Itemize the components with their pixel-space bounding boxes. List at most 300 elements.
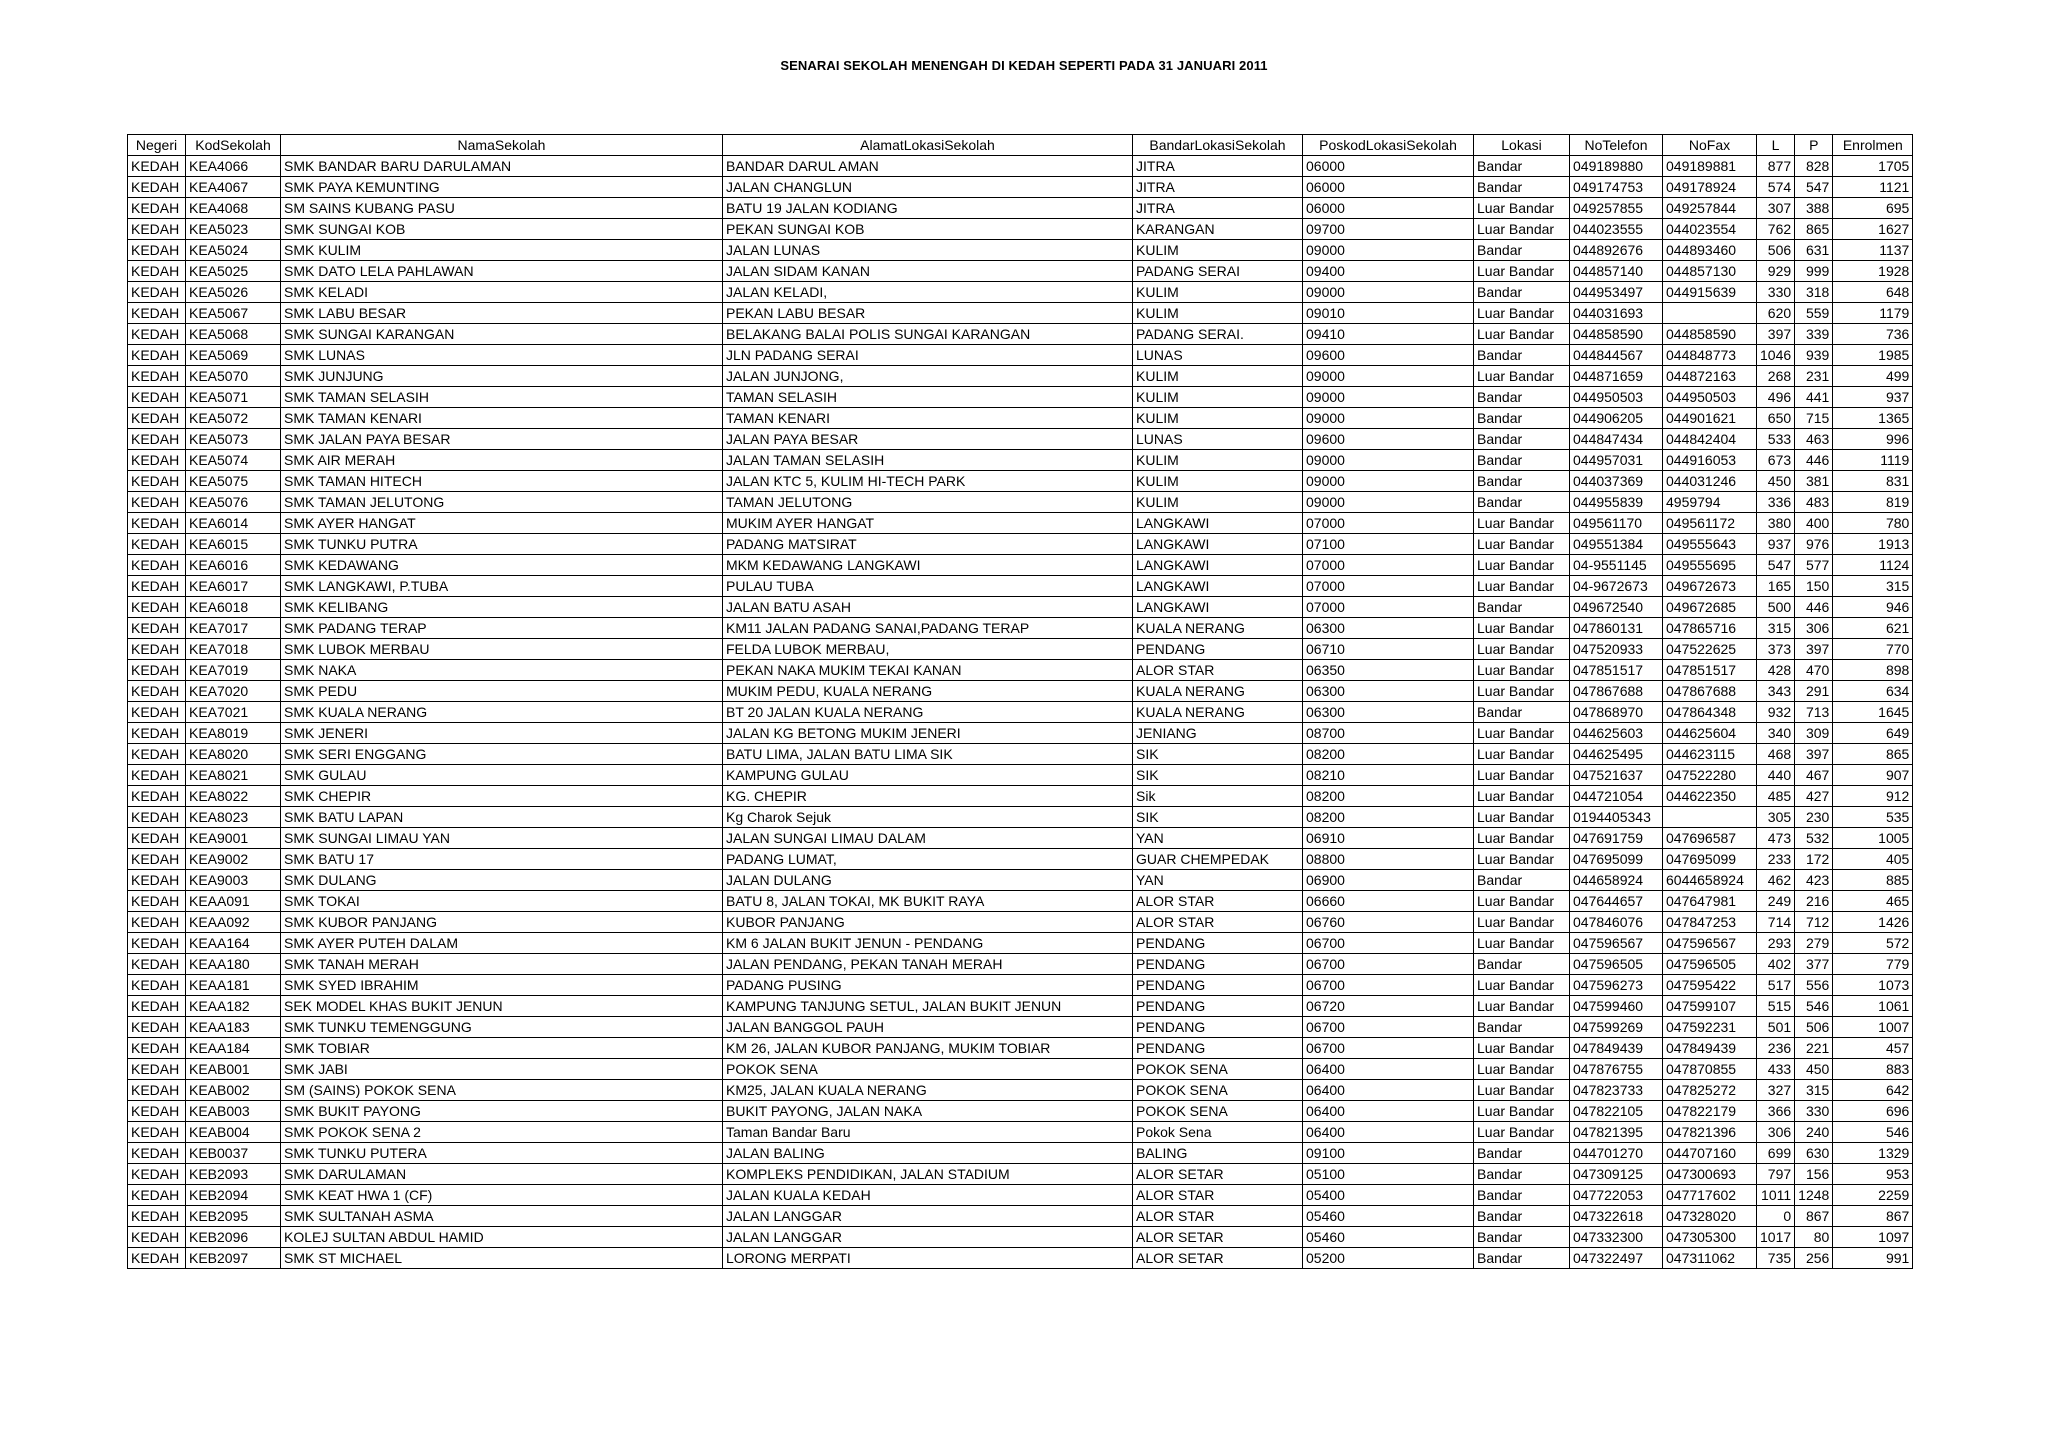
cell-poskod: 09000	[1303, 450, 1474, 471]
cell-namasekolah: SMK GULAU	[281, 765, 723, 786]
table-row	[128, 471, 1913, 492]
cell-negeri: KEDAH	[128, 765, 186, 786]
cell-alamat: JALAN BALING	[723, 1143, 1133, 1164]
cell-nofax: 047311062	[1663, 1248, 1757, 1269]
cell-l: 762	[1757, 219, 1795, 240]
cell-lokasi: Luar Bandar	[1474, 744, 1570, 765]
cell-notelefon: 044844567	[1570, 345, 1663, 366]
cell-namasekolah: SMK AYER PUTEH DALAM	[281, 933, 723, 954]
cell-negeri: KEDAH	[128, 1122, 186, 1143]
cell-poskod: 09410	[1303, 324, 1474, 345]
cell-bandar: ALOR SETAR	[1133, 1248, 1303, 1269]
cell-kodsekolah: KEA5023	[186, 219, 281, 240]
cell-nofax: 044031246	[1663, 471, 1757, 492]
cell-l: 343	[1757, 681, 1795, 702]
cell-kodsekolah: KEB0037	[186, 1143, 281, 1164]
cell-namasekolah: KOLEJ SULTAN ABDUL HAMID	[281, 1227, 723, 1248]
cell-notelefon: 047851517	[1570, 660, 1663, 681]
cell-l: 797	[1757, 1164, 1795, 1185]
cell-kodsekolah: KEA4066	[186, 156, 281, 177]
cell-namasekolah: SMK LANGKAWI, P.TUBA	[281, 576, 723, 597]
cell-poskod: 06760	[1303, 912, 1474, 933]
cell-kodsekolah: KEA5026	[186, 282, 281, 303]
cell-negeri: KEDAH	[128, 282, 186, 303]
cell-kodsekolah: KEB2095	[186, 1206, 281, 1227]
cell-negeri: KEDAH	[128, 618, 186, 639]
cell-nofax: 047522280	[1663, 765, 1757, 786]
cell-bandar: KULIM	[1133, 282, 1303, 303]
cell-bandar: SIK	[1133, 765, 1303, 786]
cell-bandar: JITRA	[1133, 156, 1303, 177]
school-table	[127, 134, 1913, 1269]
cell-poskod: 05400	[1303, 1185, 1474, 1206]
cell-nofax: 049257844	[1663, 198, 1757, 219]
cell-negeri: KEDAH	[128, 786, 186, 807]
cell-notelefon: 047846076	[1570, 912, 1663, 933]
cell-p: 309	[1795, 723, 1833, 744]
cell-alamat: FELDA LUBOK MERBAU,	[723, 639, 1133, 660]
table-row	[128, 1248, 1913, 1269]
cell-bandar: SIK	[1133, 807, 1303, 828]
cell-poskod: 06000	[1303, 156, 1474, 177]
cell-namasekolah: SM SAINS KUBANG PASU	[281, 198, 723, 219]
cell-namasekolah: SMK TOKAI	[281, 891, 723, 912]
cell-namasekolah: SMK BANDAR BARU DARULAMAN	[281, 156, 723, 177]
cell-lokasi: Bandar	[1474, 471, 1570, 492]
cell-p: 713	[1795, 702, 1833, 723]
cell-l: 650	[1757, 408, 1795, 429]
cell-namasekolah: SMK TAMAN JELUTONG	[281, 492, 723, 513]
cell-poskod: 07100	[1303, 534, 1474, 555]
cell-poskod: 09000	[1303, 471, 1474, 492]
cell-enrolmen: 991	[1833, 1248, 1913, 1269]
cell-bandar: Pokok Sena	[1133, 1122, 1303, 1143]
cell-nofax: 044848773	[1663, 345, 1757, 366]
cell-notelefon: 044701270	[1570, 1143, 1663, 1164]
header-poskod: PoskodLokasiSekolah	[1303, 135, 1474, 156]
cell-nofax: 047865716	[1663, 618, 1757, 639]
cell-bandar: Sik	[1133, 786, 1303, 807]
cell-p: 279	[1795, 933, 1833, 954]
cell-negeri: KEDAH	[128, 513, 186, 534]
cell-negeri: KEDAH	[128, 912, 186, 933]
cell-p: 339	[1795, 324, 1833, 345]
cell-nofax: 047867688	[1663, 681, 1757, 702]
cell-poskod: 06910	[1303, 828, 1474, 849]
cell-lokasi: Bandar	[1474, 429, 1570, 450]
cell-alamat: JALAN TAMAN SELASIH	[723, 450, 1133, 471]
cell-alamat: PADANG MATSIRAT	[723, 534, 1133, 555]
cell-enrolmen: 898	[1833, 660, 1913, 681]
cell-poskod: 08200	[1303, 807, 1474, 828]
cell-p: 221	[1795, 1038, 1833, 1059]
cell-p: 216	[1795, 891, 1833, 912]
cell-bandar: YAN	[1133, 828, 1303, 849]
cell-poskod: 05460	[1303, 1227, 1474, 1248]
cell-namasekolah: SMK JENERI	[281, 723, 723, 744]
table-row	[128, 345, 1913, 366]
cell-lokasi: Luar Bandar	[1474, 639, 1570, 660]
cell-notelefon: 049257855	[1570, 198, 1663, 219]
cell-negeri: KEDAH	[128, 345, 186, 366]
cell-enrolmen: 465	[1833, 891, 1913, 912]
cell-nofax: 044950503	[1663, 387, 1757, 408]
cell-alamat: BATU 8, JALAN TOKAI, MK BUKIT RAYA	[723, 891, 1133, 912]
cell-lokasi: Bandar	[1474, 1227, 1570, 1248]
cell-p: 150	[1795, 576, 1833, 597]
cell-namasekolah: SMK BATU LAPAN	[281, 807, 723, 828]
table-row	[128, 1164, 1913, 1185]
cell-enrolmen: 642	[1833, 1080, 1913, 1101]
cell-l: 397	[1757, 324, 1795, 345]
table-row	[128, 366, 1913, 387]
table-row	[128, 807, 1913, 828]
cell-nofax: 049555695	[1663, 555, 1757, 576]
header-notelefon: NoTelefon	[1570, 135, 1663, 156]
cell-notelefon: 04-9672673	[1570, 576, 1663, 597]
cell-nofax: 047595422	[1663, 975, 1757, 996]
cell-kodsekolah: KEA9002	[186, 849, 281, 870]
cell-p: 976	[1795, 534, 1833, 555]
cell-nofax: 047647981	[1663, 891, 1757, 912]
cell-namasekolah: SEK MODEL KHAS BUKIT JENUN	[281, 996, 723, 1017]
cell-poskod: 09700	[1303, 219, 1474, 240]
cell-p: 867	[1795, 1206, 1833, 1227]
cell-lokasi: Luar Bandar	[1474, 198, 1570, 219]
cell-l: 380	[1757, 513, 1795, 534]
table-row	[128, 261, 1913, 282]
cell-enrolmen: 572	[1833, 933, 1913, 954]
cell-negeri: KEDAH	[128, 471, 186, 492]
cell-lokasi: Luar Bandar	[1474, 1080, 1570, 1101]
cell-nofax	[1663, 303, 1757, 324]
cell-poskod: 06400	[1303, 1101, 1474, 1122]
cell-enrolmen: 499	[1833, 366, 1913, 387]
cell-l: 305	[1757, 807, 1795, 828]
cell-enrolmen: 546	[1833, 1122, 1913, 1143]
cell-nofax: 4959794	[1663, 492, 1757, 513]
cell-kodsekolah: KEAA184	[186, 1038, 281, 1059]
cell-negeri: KEDAH	[128, 1101, 186, 1122]
cell-kodsekolah: KEA7018	[186, 639, 281, 660]
cell-bandar: ALOR STAR	[1133, 1206, 1303, 1227]
cell-kodsekolah: KEA7019	[186, 660, 281, 681]
cell-bandar: POKOK SENA	[1133, 1080, 1303, 1101]
cell-negeri: KEDAH	[128, 1164, 186, 1185]
cell-namasekolah: SMK POKOK SENA 2	[281, 1122, 723, 1143]
cell-namasekolah: SMK PEDU	[281, 681, 723, 702]
header-lokasi: Lokasi	[1474, 135, 1570, 156]
cell-negeri: KEDAH	[128, 555, 186, 576]
cell-negeri: KEDAH	[128, 387, 186, 408]
cell-l: 402	[1757, 954, 1795, 975]
cell-notelefon: 047821395	[1570, 1122, 1663, 1143]
cell-nofax: 044707160	[1663, 1143, 1757, 1164]
cell-nofax: 047599107	[1663, 996, 1757, 1017]
table-row	[128, 702, 1913, 723]
cell-poskod: 06300	[1303, 618, 1474, 639]
table-row	[128, 891, 1913, 912]
cell-notelefon: 049672540	[1570, 597, 1663, 618]
cell-p: 446	[1795, 450, 1833, 471]
table-row	[128, 408, 1913, 429]
cell-lokasi: Bandar	[1474, 156, 1570, 177]
cell-bandar: PADANG SERAI.	[1133, 324, 1303, 345]
cell-poskod: 09600	[1303, 429, 1474, 450]
cell-namasekolah: SMK TUNKU TEMENGGUNG	[281, 1017, 723, 1038]
header-alamat: AlamatLokasiSekolah	[723, 135, 1133, 156]
cell-kodsekolah: KEB2093	[186, 1164, 281, 1185]
cell-lokasi: Luar Bandar	[1474, 1059, 1570, 1080]
cell-negeri: KEDAH	[128, 1227, 186, 1248]
cell-l: 315	[1757, 618, 1795, 639]
cell-nofax: 044915639	[1663, 282, 1757, 303]
cell-alamat: Taman Bandar Baru	[723, 1122, 1133, 1143]
table-row	[128, 198, 1913, 219]
cell-alamat: TAMAN KENARI	[723, 408, 1133, 429]
cell-lokasi: Luar Bandar	[1474, 786, 1570, 807]
cell-poskod: 05100	[1303, 1164, 1474, 1185]
cell-p: 828	[1795, 156, 1833, 177]
cell-notelefon: 044625495	[1570, 744, 1663, 765]
cell-kodsekolah: KEA6014	[186, 513, 281, 534]
cell-notelefon: 047868970	[1570, 702, 1663, 723]
cell-alamat: JALAN SIDAM KANAN	[723, 261, 1133, 282]
cell-kodsekolah: KEA8021	[186, 765, 281, 786]
cell-negeri: KEDAH	[128, 492, 186, 513]
cell-negeri: KEDAH	[128, 1206, 186, 1227]
cell-alamat: JLN PADANG SERAI	[723, 345, 1133, 366]
cell-notelefon: 047860131	[1570, 618, 1663, 639]
cell-p: 546	[1795, 996, 1833, 1017]
cell-p: 330	[1795, 1101, 1833, 1122]
cell-p: 865	[1795, 219, 1833, 240]
cell-enrolmen: 865	[1833, 744, 1913, 765]
cell-alamat: PEKAN NAKA MUKIM TEKAI KANAN	[723, 660, 1133, 681]
cell-kodsekolah: KEA8023	[186, 807, 281, 828]
cell-enrolmen: 649	[1833, 723, 1913, 744]
cell-enrolmen: 831	[1833, 471, 1913, 492]
cell-notelefon: 047332300	[1570, 1227, 1663, 1248]
cell-namasekolah: SMK SERI ENGGANG	[281, 744, 723, 765]
cell-alamat: JALAN BANGGOL PAUH	[723, 1017, 1133, 1038]
cell-kodsekolah: KEA9001	[186, 828, 281, 849]
cell-bandar: PENDANG	[1133, 639, 1303, 660]
cell-kodsekolah: KEA5024	[186, 240, 281, 261]
cell-bandar: POKOK SENA	[1133, 1101, 1303, 1122]
cell-poskod: 08200	[1303, 744, 1474, 765]
cell-poskod: 09000	[1303, 492, 1474, 513]
cell-notelefon: 047876755	[1570, 1059, 1663, 1080]
cell-namasekolah: SMK SYED IBRAHIM	[281, 975, 723, 996]
cell-negeri: KEDAH	[128, 891, 186, 912]
cell-negeri: KEDAH	[128, 660, 186, 681]
cell-namasekolah: SMK LUNAS	[281, 345, 723, 366]
cell-enrolmen: 1329	[1833, 1143, 1913, 1164]
cell-enrolmen: 648	[1833, 282, 1913, 303]
header-bandar: BandarLokasiSekolah	[1133, 135, 1303, 156]
cell-p: 939	[1795, 345, 1833, 366]
cell-poskod: 05200	[1303, 1248, 1474, 1269]
cell-notelefon: 04-9551145	[1570, 555, 1663, 576]
cell-poskod: 06700	[1303, 1038, 1474, 1059]
cell-poskod: 06700	[1303, 933, 1474, 954]
cell-kodsekolah: KEA9003	[186, 870, 281, 891]
cell-p: 556	[1795, 975, 1833, 996]
cell-p: 381	[1795, 471, 1833, 492]
cell-nofax: 044872163	[1663, 366, 1757, 387]
cell-bandar: GUAR CHEMPEDAK	[1133, 849, 1303, 870]
cell-nofax: 047522625	[1663, 639, 1757, 660]
cell-nofax: 047849439	[1663, 1038, 1757, 1059]
cell-poskod: 06300	[1303, 681, 1474, 702]
cell-lokasi: Luar Bandar	[1474, 765, 1570, 786]
cell-nofax: 047696587	[1663, 828, 1757, 849]
cell-enrolmen: 405	[1833, 849, 1913, 870]
cell-l: 714	[1757, 912, 1795, 933]
cell-l: 373	[1757, 639, 1795, 660]
cell-nofax: 047328020	[1663, 1206, 1757, 1227]
cell-l: 233	[1757, 849, 1795, 870]
cell-kodsekolah: KEA7020	[186, 681, 281, 702]
cell-bandar: PENDANG	[1133, 975, 1303, 996]
cell-alamat: MUKIM PEDU, KUALA NERANG	[723, 681, 1133, 702]
cell-lokasi: Luar Bandar	[1474, 219, 1570, 240]
table-row	[128, 303, 1913, 324]
cell-alamat: KUBOR PANJANG	[723, 912, 1133, 933]
cell-bandar: LANGKAWI	[1133, 597, 1303, 618]
cell-lokasi: Bandar	[1474, 597, 1570, 618]
cell-enrolmen: 770	[1833, 639, 1913, 660]
cell-namasekolah: SMK CHEPIR	[281, 786, 723, 807]
cell-alamat: KM 6 JALAN BUKIT JENUN - PENDANG	[723, 933, 1133, 954]
cell-poskod: 09000	[1303, 408, 1474, 429]
cell-lokasi: Luar Bandar	[1474, 849, 1570, 870]
cell-enrolmen: 2259	[1833, 1185, 1913, 1206]
cell-lokasi: Luar Bandar	[1474, 975, 1570, 996]
cell-poskod: 08800	[1303, 849, 1474, 870]
cell-p: 318	[1795, 282, 1833, 303]
table-row	[128, 1017, 1913, 1038]
cell-notelefon: 0194405343	[1570, 807, 1663, 828]
cell-poskod: 06900	[1303, 870, 1474, 891]
cell-poskod: 06720	[1303, 996, 1474, 1017]
cell-lokasi: Luar Bandar	[1474, 261, 1570, 282]
cell-l: 366	[1757, 1101, 1795, 1122]
cell-kodsekolah: KEA4068	[186, 198, 281, 219]
cell-nofax: 049561172	[1663, 513, 1757, 534]
cell-nofax: 047695099	[1663, 849, 1757, 870]
table-row	[128, 933, 1913, 954]
cell-negeri: KEDAH	[128, 1080, 186, 1101]
cell-lokasi: Luar Bandar	[1474, 513, 1570, 534]
cell-lokasi: Bandar	[1474, 1164, 1570, 1185]
cell-negeri: KEDAH	[128, 261, 186, 282]
cell-p: 547	[1795, 177, 1833, 198]
cell-notelefon: 047596567	[1570, 933, 1663, 954]
cell-enrolmen: 907	[1833, 765, 1913, 786]
cell-alamat: KM11 JALAN PADANG SANAI,PADANG TERAP	[723, 618, 1133, 639]
cell-enrolmen: 1426	[1833, 912, 1913, 933]
cell-namasekolah: SMK TAMAN SELASIH	[281, 387, 723, 408]
cell-notelefon: 047849439	[1570, 1038, 1663, 1059]
table-row	[128, 450, 1913, 471]
cell-notelefon: 047596273	[1570, 975, 1663, 996]
cell-negeri: KEDAH	[128, 975, 186, 996]
cell-namasekolah: SMK KELIBANG	[281, 597, 723, 618]
cell-lokasi: Luar Bandar	[1474, 828, 1570, 849]
table-row	[128, 996, 1913, 1017]
cell-bandar: PENDANG	[1133, 1038, 1303, 1059]
cell-kodsekolah: KEA5076	[186, 492, 281, 513]
cell-namasekolah: SMK AYER HANGAT	[281, 513, 723, 534]
cell-l: 1011	[1757, 1185, 1795, 1206]
cell-l: 547	[1757, 555, 1795, 576]
cell-bandar: PENDANG	[1133, 1017, 1303, 1038]
cell-negeri: KEDAH	[128, 240, 186, 261]
cell-p: 506	[1795, 1017, 1833, 1038]
cell-notelefon: 047596505	[1570, 954, 1663, 975]
cell-bandar: KULIM	[1133, 471, 1303, 492]
cell-enrolmen: 621	[1833, 618, 1913, 639]
table-row	[128, 618, 1913, 639]
cell-namasekolah: SMK ST MICHAEL	[281, 1248, 723, 1269]
cell-enrolmen: 780	[1833, 513, 1913, 534]
cell-p: 291	[1795, 681, 1833, 702]
cell-lokasi: Luar Bandar	[1474, 555, 1570, 576]
table-row	[128, 429, 1913, 450]
cell-lokasi: Luar Bandar	[1474, 303, 1570, 324]
table-row	[128, 1185, 1913, 1206]
table-row	[128, 639, 1913, 660]
cell-bandar: KULIM	[1133, 240, 1303, 261]
cell-enrolmen: 1124	[1833, 555, 1913, 576]
cell-nofax: 049189881	[1663, 156, 1757, 177]
cell-enrolmen: 1705	[1833, 156, 1913, 177]
table-row	[128, 219, 1913, 240]
cell-enrolmen: 953	[1833, 1164, 1913, 1185]
cell-namasekolah: SMK BATU 17	[281, 849, 723, 870]
table-row	[128, 723, 1913, 744]
cell-l: 517	[1757, 975, 1795, 996]
cell-notelefon: 047322497	[1570, 1248, 1663, 1269]
cell-alamat: JALAN CHANGLUN	[723, 177, 1133, 198]
cell-bandar: LANGKAWI	[1133, 576, 1303, 597]
cell-enrolmen: 937	[1833, 387, 1913, 408]
cell-notelefon: 049561170	[1570, 513, 1663, 534]
cell-bandar: BALING	[1133, 1143, 1303, 1164]
cell-bandar: ALOR SETAR	[1133, 1164, 1303, 1185]
cell-alamat: KAMPUNG TANJUNG SETUL, JALAN BUKIT JENUN	[723, 996, 1133, 1017]
cell-enrolmen: 1627	[1833, 219, 1913, 240]
table-row	[128, 954, 1913, 975]
table-row	[128, 597, 1913, 618]
cell-namasekolah: SMK KELADI	[281, 282, 723, 303]
cell-alamat: JALAN JUNJONG,	[723, 366, 1133, 387]
cell-namasekolah: SMK SULTANAH ASMA	[281, 1206, 723, 1227]
cell-notelefon: 044037369	[1570, 471, 1663, 492]
cell-p: 306	[1795, 618, 1833, 639]
cell-notelefon: 047599460	[1570, 996, 1663, 1017]
cell-negeri: KEDAH	[128, 723, 186, 744]
cell-namasekolah: SMK LABU BESAR	[281, 303, 723, 324]
table-row	[128, 912, 1913, 933]
cell-l: 340	[1757, 723, 1795, 744]
cell-negeri: KEDAH	[128, 1059, 186, 1080]
cell-negeri: KEDAH	[128, 807, 186, 828]
cell-bandar: PENDANG	[1133, 933, 1303, 954]
cell-nofax: 044023554	[1663, 219, 1757, 240]
